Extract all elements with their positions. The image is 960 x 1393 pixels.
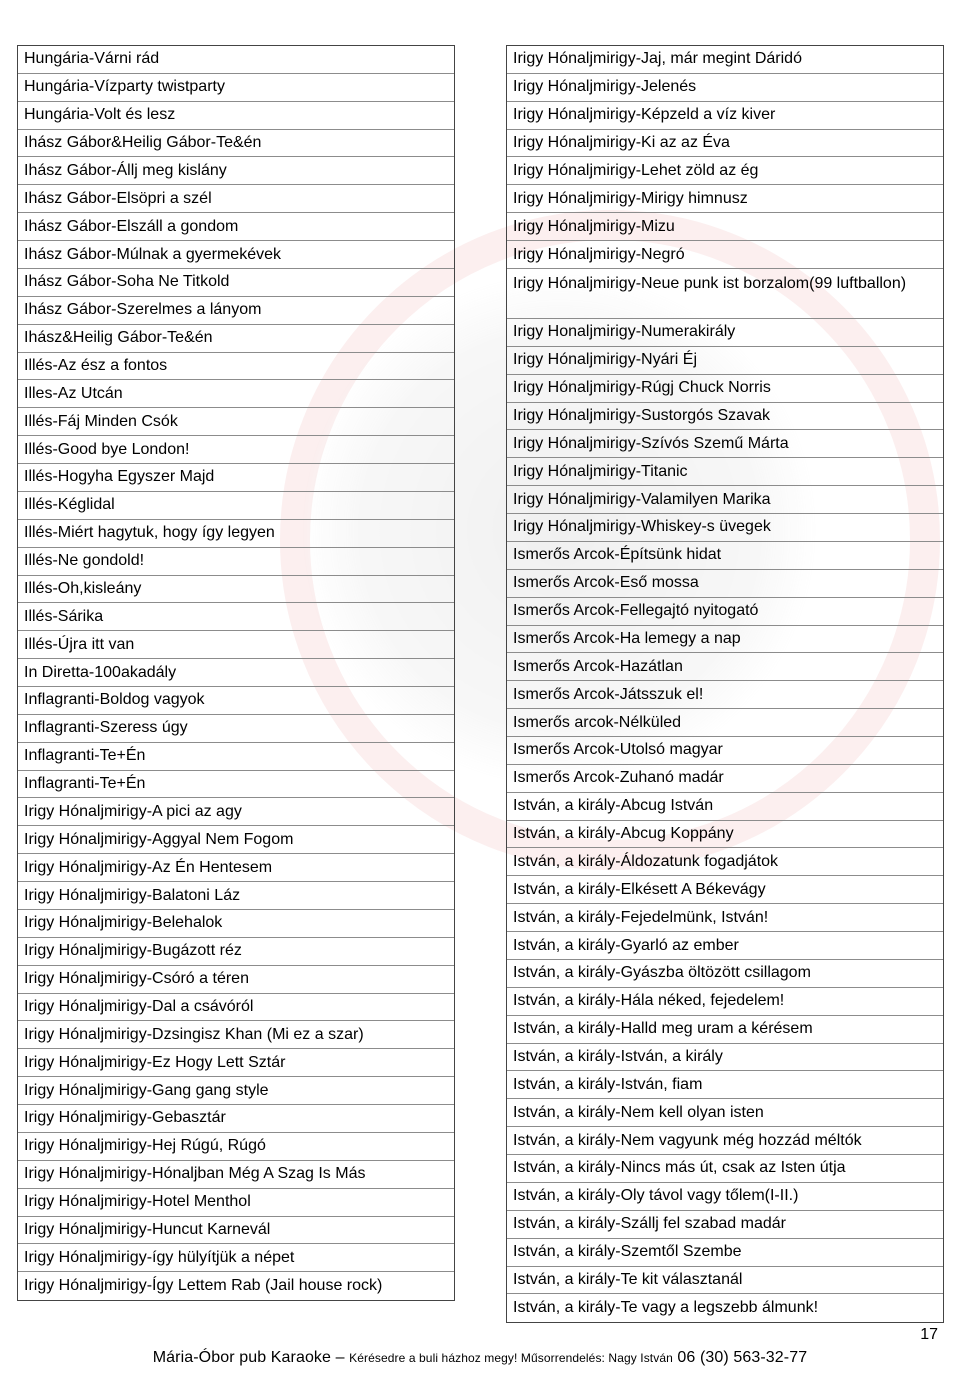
song-row: Irigy Hónaljmirigy-Belehalok <box>18 910 454 938</box>
song-row: Irigy Hónaljmirigy-Aggyal Nem Fogom <box>18 826 454 854</box>
song-row: Ismerős arcok-Nélküled <box>507 709 943 737</box>
song-row: István, a király-Gyarló az ember <box>507 932 943 960</box>
song-row: Ihász Gábor-Szerelmes a lányom <box>18 297 454 325</box>
song-row: Irigy Hónaljmirigy-így hülyítjük a népet <box>18 1244 454 1272</box>
song-row: István, a király-Hála néked, fejedelem! <box>507 988 943 1016</box>
song-row: István, a király-Nincs más út, csak az Isten útja <box>507 1155 943 1183</box>
footer-order-info: Kérésedre a buli házhoz megy! Műsorrendelés: Nagy István <box>349 1351 673 1365</box>
song-row: István, a király-Halld meg uram a kérésem <box>507 1016 943 1044</box>
song-row: Irigy Hónaljmirigy-Képzeld a víz kiver <box>507 102 943 130</box>
song-row: Hungária-Vízparty twistparty <box>18 74 454 102</box>
song-row: Irigy Hónaljmirigy-Ki az az Éva <box>507 130 943 158</box>
song-row: Irigy Hónaljmirigy-Negró <box>507 241 943 269</box>
song-row: Irigy Honaljmirigy-Numerakirály <box>507 319 943 347</box>
song-row: Irigy Hónaljmirigy-Huncut Karnevál <box>18 1217 454 1245</box>
song-row: Irigy Hónaljmirigy-Whiskey-s üvegek <box>507 514 943 542</box>
song-row: István, a király-Abcug Koppány <box>507 821 943 849</box>
song-list-left <box>17 45 455 1301</box>
song-row: Illés-Kéglidal <box>18 492 454 520</box>
song-row: Illés-Good bye London! <box>18 436 454 464</box>
song-row: Irigy Hónaljmirigy-Bugázott réz <box>18 938 454 966</box>
song-row: István, a király-Szemtől Szembe <box>507 1239 943 1267</box>
song-row: Irigy Hónaljmirigy-Mirigy himnusz <box>507 185 943 213</box>
song-row: Irigy Hónaljmirigy-Neue punk ist borzalom(99 luftballon) <box>507 269 943 319</box>
footer-venue: Mária-Óbor pub Karaoke – <box>152 1349 350 1366</box>
song-row: Ihász Gábor-Elsöpri a szél <box>18 185 454 213</box>
song-row: Illés-Hogyha Egyszer Majd <box>18 464 454 492</box>
song-row: Hungária-Várni rád <box>18 46 454 74</box>
footer <box>0 1349 960 1367</box>
song-row: Illés-Miért hagytuk, hogy így legyen <box>18 520 454 548</box>
song-row: István, a király-Te kit választanál <box>507 1267 943 1295</box>
song-row: Ihász&Heilig Gábor-Te&én <box>18 325 454 353</box>
song-row: Illés-Újra itt van <box>18 631 454 659</box>
song-row: Inflagranti-Boldog vagyok <box>18 687 454 715</box>
song-row: István, a király-Fejedelmünk, István! <box>507 904 943 932</box>
song-row: In Diretta-100akadály <box>18 659 454 687</box>
song-row: Irigy Hónaljmirigy-Nyári Éj <box>507 347 943 375</box>
song-row: István, a király-Gyászba öltözött csillagom <box>507 960 943 988</box>
song-row: István, a király-Abcug István <box>507 793 943 821</box>
song-row: Ismerős Arcok-Zuhanó madár <box>507 765 943 793</box>
song-row: Ismerős Arcok-Hazátlan <box>507 653 943 681</box>
song-row: Irigy Hónaljmirigy-Jaj, már megint Dáridó <box>507 46 943 74</box>
song-row: István, a király-Áldozatunk fogadjátok <box>507 848 943 876</box>
song-row: István, a király-Te vagy a legszebb álmunk! <box>513 1299 819 1317</box>
page-number: 17 <box>920 1326 938 1343</box>
song-row: István, a király-Nem kell olyan isten <box>507 1099 943 1127</box>
song-row: Irigy Hónaljmirigy-Az Én Hentesem <box>18 854 454 882</box>
song-row: Irigy Hónaljmirigy-Balatoni Láz <box>18 882 454 910</box>
song-row: Irigy Hónaljmirigy-Dzsingisz Khan (Mi ez a szar) <box>18 1021 454 1049</box>
song-row: Irigy Hónaljmirigy-A pici az agy <box>18 798 454 826</box>
song-row: Irigy Hónaljmirigy-Lehet zöld az ég <box>507 157 943 185</box>
song-row: Ismerős Arcok-Játsszuk el! <box>507 681 943 709</box>
song-row: István, a király-Elkésett A Békevágy <box>507 876 943 904</box>
song-row: Inflagranti-Szeress úgy <box>18 715 454 743</box>
song-row: Illés-Az ész a fontos <box>18 353 454 381</box>
song-row: Illes-Az Utcán <box>18 380 454 408</box>
song-row: Irigy Hónaljmirigy-Így Lettem Rab (Jail house rock) <box>24 1277 383 1295</box>
song-row: Ihász Gábor-Állj meg kislány <box>18 157 454 185</box>
song-row: Illés-Fáj Minden Csók <box>18 408 454 436</box>
song-row: Ihász Gábor-Soha Ne Titkold <box>18 269 454 297</box>
song-row: Ismerős Arcok-Ha lemegy a nap <box>507 626 943 654</box>
song-row: István, a király-István, fiam <box>507 1071 943 1099</box>
song-row: Irigy Hónaljmirigy-Rúgj Chuck Norris <box>507 375 943 403</box>
song-row: Ismerős Arcok-Eső mossa <box>507 570 943 598</box>
song-row: Ismerős Arcok-Építsünk hidat <box>507 542 943 570</box>
song-row: Ismerős Arcok-Utolsó magyar <box>507 737 943 765</box>
song-row: Irigy Hónaljmirigy-Gang gang style <box>18 1077 454 1105</box>
song-row: Illés-Sárika <box>18 603 454 631</box>
song-row: Irigy Hónaljmirigy-Dal a csávóról <box>18 994 454 1022</box>
song-row: Irigy Hónaljmirigy-Gebasztár <box>18 1105 454 1133</box>
song-row: Ihász Gábor-Elszáll a gondom <box>18 213 454 241</box>
song-row: Irigy Hónaljmirigy-Hej Rúgú, Rúgó <box>18 1133 454 1161</box>
song-row: Inflagranti-Te+Én <box>18 743 454 771</box>
song-row: Irigy Hónaljmirigy-Mizu <box>507 213 943 241</box>
song-row: Irigy Hónaljmirigy-Csóró a téren <box>18 966 454 994</box>
song-row: Irigy Hónaljmirigy-Sustorgós Szavak <box>507 403 943 431</box>
song-row: Irigy Hónaljmirigy-Szívós Szemű Márta <box>507 430 943 458</box>
song-row: István, a király-Nem vagyunk még hozzád méltók <box>507 1127 943 1155</box>
song-row: István, a király-István, a király <box>507 1044 943 1072</box>
song-row: Irigy Hónaljmirigy-Hónaljban Még A Szag Is Más <box>18 1161 454 1189</box>
song-row: István, a király-Oly távol vagy tőlem(I-II.) <box>507 1183 943 1211</box>
footer-phone: 06 (30) 563-32-77 <box>672 1349 808 1366</box>
song-row: Hungária-Volt és lesz <box>18 102 454 130</box>
song-row: Irigy Hónaljmirigy-Ez Hogy Lett Sztár <box>18 1049 454 1077</box>
song-row: Irigy Hónaljmirigy-Jelenés <box>507 74 943 102</box>
song-row: Illés-Oh,kisleány <box>18 576 454 604</box>
song-row: Irigy Hónaljmirigy-Titanic <box>507 458 943 486</box>
song-list-right <box>506 45 944 1323</box>
song-row: Illés-Ne gondold! <box>18 548 454 576</box>
song-row: Irigy Hónaljmirigy-Hotel Menthol <box>18 1189 454 1217</box>
song-row: Irigy Hónaljmirigy-Valamilyen Marika <box>507 486 943 514</box>
song-row: Ismerős Arcok-Fellegajtó nyitogató <box>507 598 943 626</box>
song-row: Ihász Gábor-Múlnak a gyermekévek <box>18 241 454 269</box>
song-row: Ihász Gábor&Heilig Gábor-Te&én <box>18 130 454 158</box>
song-row: István, a király-Szállj fel szabad madár <box>507 1211 943 1239</box>
song-row: Inflagranti-Te+Én <box>18 771 454 799</box>
